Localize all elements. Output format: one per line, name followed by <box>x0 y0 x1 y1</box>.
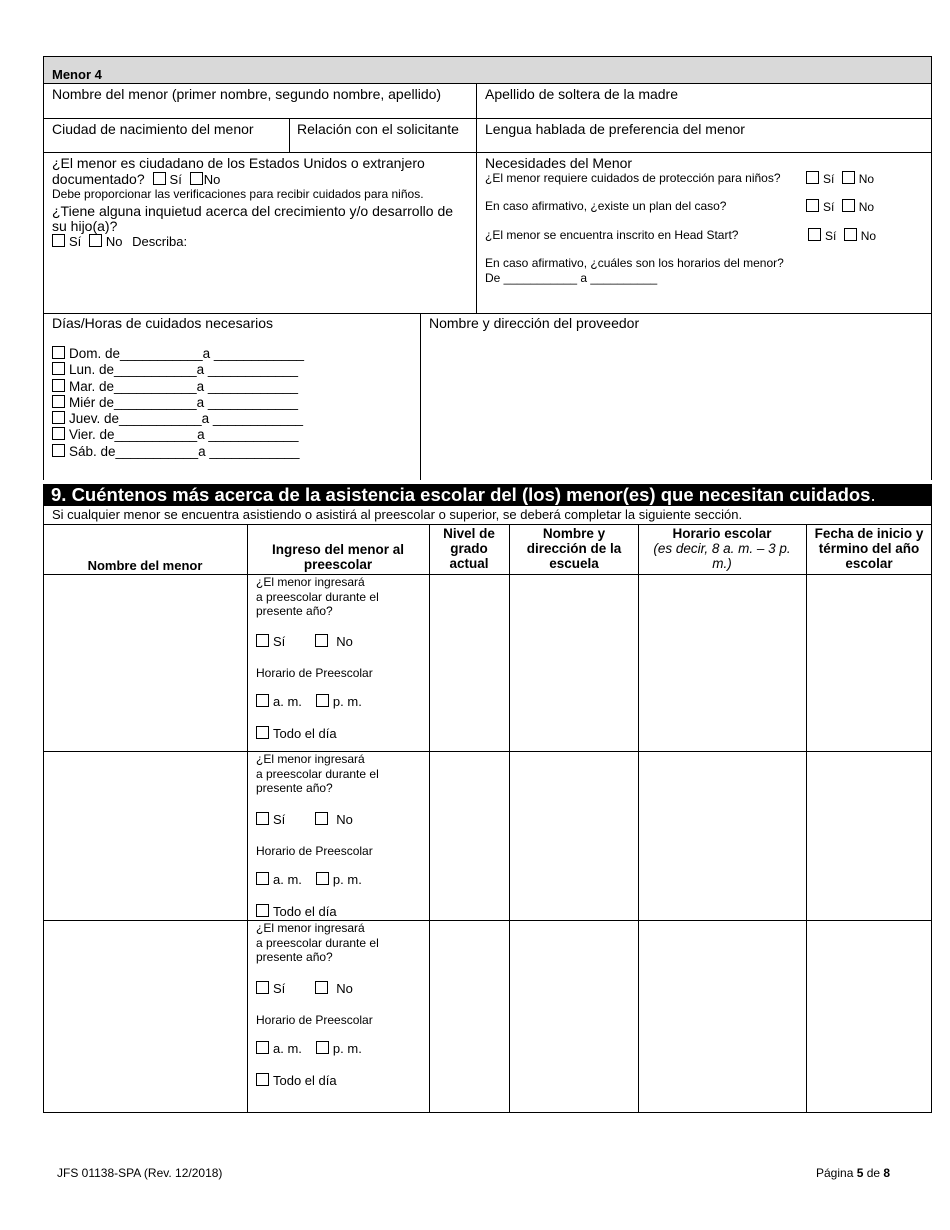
all-day-label: Todo el día <box>273 903 337 919</box>
growth-describe-label: Describa: <box>132 234 188 249</box>
col-header-dates: Fecha de inicio y término del año escolar <box>814 526 924 571</box>
col-header-schedule-example: (es decir, 8 a. m. – 3 p. m.) <box>653 541 791 571</box>
growth-yes-checkbox[interactable] <box>52 234 65 247</box>
citizen-yes-checkbox[interactable] <box>153 172 166 185</box>
head-start-yes-label: Sí <box>825 229 837 243</box>
needs-title: Necesidades del Menor <box>485 155 633 171</box>
am-checkbox[interactable] <box>256 872 269 885</box>
verification-note: Debe proporcionar las verificaciones para recibir cuidados para niños. <box>52 187 424 201</box>
preschool-ampm <box>256 1041 426 1056</box>
all-day-checkbox[interactable] <box>256 904 269 917</box>
preschool-yes-label: Sí <box>273 811 286 827</box>
preschool-question-line: ¿El menor ingresará <box>256 921 365 935</box>
preschool-yes-no <box>256 812 426 827</box>
schedule-question: En caso afirmativo, ¿cuáles son los horarios del menor? <box>485 256 784 270</box>
minor-title-band <box>43 57 932 83</box>
days-list <box>52 346 304 460</box>
citizen-no-label: No <box>203 172 221 187</box>
language-field[interactable]: Lengua hablada de preferencia del menor <box>485 121 745 137</box>
preschool-all-day <box>256 726 426 741</box>
day-text: Lun. de___________a ____________ <box>69 362 298 378</box>
day-checkbox[interactable] <box>52 346 65 359</box>
protection-no-label: No <box>858 172 875 186</box>
am-checkbox[interactable] <box>256 694 269 707</box>
preschool-schedule-label: Horario de Preescolar <box>256 843 373 858</box>
day-row <box>52 411 304 427</box>
day-text: Sáb. de___________a ____________ <box>69 443 300 459</box>
preschool-question-line: a preescolar durante el <box>256 589 379 604</box>
growth-answer-row <box>52 234 187 249</box>
day-checkbox[interactable] <box>52 444 65 457</box>
preschool-question-line: a preescolar durante el <box>256 766 379 781</box>
day-checkbox[interactable] <box>52 379 65 392</box>
schedule-line[interactable]: De ___________ a __________ <box>485 271 658 285</box>
citizen-question-line2 <box>52 171 220 187</box>
case-plan-yes-label: Sí <box>823 200 835 214</box>
head-start-answers <box>808 228 876 243</box>
day-text: Miér de___________a ____________ <box>69 394 298 410</box>
form-id: JFS 01138-SPA (Rev. 12/2018) <box>57 1166 223 1180</box>
pm-label: p. m. <box>332 871 362 887</box>
pm-checkbox[interactable] <box>316 872 329 885</box>
col-header-schedule-title: Horario escolar <box>672 526 772 541</box>
pm-label: p. m. <box>332 693 362 709</box>
protection-answers <box>806 171 874 186</box>
provider-field[interactable]: Nombre y dirección del proveedor <box>429 315 640 331</box>
all-day-checkbox[interactable] <box>256 726 269 739</box>
day-checkbox[interactable] <box>52 427 65 440</box>
section9-heading-end: . <box>870 484 876 505</box>
relation-field[interactable]: Relación con el solicitante <box>297 121 459 137</box>
am-label: a. m. <box>273 871 302 887</box>
preschool-no-checkbox[interactable] <box>315 812 328 825</box>
section9-heading <box>51 484 876 506</box>
growth-no-checkbox[interactable] <box>89 234 102 247</box>
preschool-no-label: No <box>336 811 353 827</box>
preschool-question-line: presente año? <box>256 781 333 795</box>
citizen-question: ¿El menor es ciudadano de los Estados Unidos o extranjero <box>52 155 425 171</box>
head-start-no-label: No <box>860 229 877 243</box>
day-text: Vier. de___________a ____________ <box>69 427 299 443</box>
am-label: a. m. <box>273 1040 302 1056</box>
head-start-yes-checkbox[interactable] <box>808 228 821 241</box>
mother-maiden-name-field[interactable]: Apellido de soltera de la madre <box>485 86 679 102</box>
col-header-grade: Nivel de grado actual <box>443 526 495 571</box>
pm-checkbox[interactable] <box>316 1041 329 1054</box>
preschool-cell <box>256 575 426 741</box>
citizen-no-checkbox[interactable] <box>190 172 203 185</box>
section9-heading-text: 9. Cuéntenos más acerca de la asistencia escolar del (los) menor(es) que necesitan cuidados <box>51 484 871 505</box>
case-plan-answers <box>806 199 874 214</box>
preschool-ampm <box>256 694 426 709</box>
preschool-question <box>256 575 426 619</box>
day-checkbox[interactable] <box>52 395 65 408</box>
preschool-yes-label: Sí <box>273 633 286 649</box>
section9-heading-bar <box>43 484 932 506</box>
preschool-question <box>256 752 426 796</box>
preschool-no-label: No <box>336 980 353 996</box>
page-mid: de <box>863 1166 884 1180</box>
child-name-field[interactable]: Nombre del menor (primer nombre, segundo nombre, apellido) <box>52 86 442 102</box>
preschool-yes-label: Sí <box>273 980 286 996</box>
preschool-all-day <box>256 1073 426 1088</box>
pm-label: p. m. <box>332 1040 362 1056</box>
preschool-schedule-label: Horario de Preescolar <box>256 665 373 680</box>
day-row <box>52 444 304 460</box>
preschool-question-line: a preescolar durante el <box>256 935 379 950</box>
col-header-name: Nombre del menor <box>87 558 203 573</box>
case-plan-no-checkbox[interactable] <box>842 199 855 212</box>
head-start-no-checkbox[interactable] <box>844 228 857 241</box>
day-row <box>52 379 304 395</box>
page-number <box>816 1166 890 1180</box>
preschool-yes-checkbox[interactable] <box>256 812 269 825</box>
preschool-no-checkbox[interactable] <box>315 981 328 994</box>
preschool-question-line: presente año? <box>256 604 333 618</box>
protection-yes-checkbox[interactable] <box>806 171 819 184</box>
all-day-checkbox[interactable] <box>256 1073 269 1086</box>
citizen-yes-label: Sí <box>169 172 182 187</box>
day-text: Juev. de___________a ____________ <box>69 411 303 427</box>
growth-question-line2: su hijo(a)? <box>52 218 118 234</box>
preschool-yes-checkbox[interactable] <box>256 634 269 647</box>
page-prefix: Página <box>816 1166 857 1180</box>
protection-question: ¿El menor requiere cuidados de protección para niños? <box>485 171 781 185</box>
preschool-yes-no <box>256 981 426 996</box>
col-header-schedule <box>642 526 802 571</box>
all-day-label: Todo el día <box>273 1072 337 1088</box>
col-header-preschool: Ingreso del menor al preescolar <box>271 542 405 572</box>
day-row <box>52 427 304 443</box>
am-label: a. m. <box>273 693 302 709</box>
growth-yes-label: Sí <box>69 234 82 249</box>
preschool-question <box>256 921 426 965</box>
am-checkbox[interactable] <box>256 1041 269 1054</box>
case-plan-yes-checkbox[interactable] <box>806 199 819 212</box>
page-total: 8 <box>883 1166 891 1180</box>
all-day-label: Todo el día <box>273 725 337 741</box>
day-row <box>52 346 304 362</box>
minor-title: Menor 4 <box>52 67 102 82</box>
preschool-cell <box>256 752 426 919</box>
day-checkbox[interactable] <box>52 411 65 424</box>
page-current: 5 <box>856 1166 864 1180</box>
day-text: Dom. de___________a ____________ <box>69 346 304 361</box>
day-text: Mar. de___________a ____________ <box>69 378 298 394</box>
pm-checkbox[interactable] <box>316 694 329 707</box>
preschool-cell <box>256 921 426 1088</box>
preschool-question-line: ¿El menor ingresará <box>256 575 365 589</box>
preschool-no-checkbox[interactable] <box>315 634 328 647</box>
growth-no-label: No <box>105 234 123 249</box>
preschool-no-label: No <box>336 633 353 649</box>
head-start-question: ¿El menor se encuentra inscrito en Head Start? <box>485 228 739 242</box>
protection-yes-label: Sí <box>823 172 835 186</box>
days-title: Días/Horas de cuidados necesarios <box>52 315 274 331</box>
preschool-question-line: presente año? <box>256 950 333 964</box>
preschool-yes-checkbox[interactable] <box>256 981 269 994</box>
preschool-ampm <box>256 872 426 887</box>
growth-question: ¿Tiene alguna inquietud acerca del crecimiento y/o desarrollo de <box>52 203 454 219</box>
preschool-yes-no <box>256 634 426 649</box>
case-plan-question: En caso afirmativo, ¿existe un plan del caso? <box>485 199 727 213</box>
protection-no-checkbox[interactable] <box>842 171 855 184</box>
day-checkbox[interactable] <box>52 362 65 375</box>
day-row <box>52 395 304 411</box>
birth-city-field[interactable]: Ciudad de nacimiento del menor <box>52 121 254 137</box>
preschool-schedule-label: Horario de Preescolar <box>256 1012 373 1027</box>
day-row <box>52 362 304 378</box>
section9-subtitle: Si cualquier menor se encuentra asistiendo o asistirá al preescolar o superior, se deberá completar la siguiente sección. <box>52 507 743 522</box>
case-plan-no-label: No <box>858 200 875 214</box>
citizen-question-label: documentado? <box>52 171 145 187</box>
preschool-question-line: ¿El menor ingresará <box>256 752 365 766</box>
col-header-school: Nombre y dirección de la escuela <box>526 526 622 571</box>
preschool-all-day <box>256 904 426 919</box>
